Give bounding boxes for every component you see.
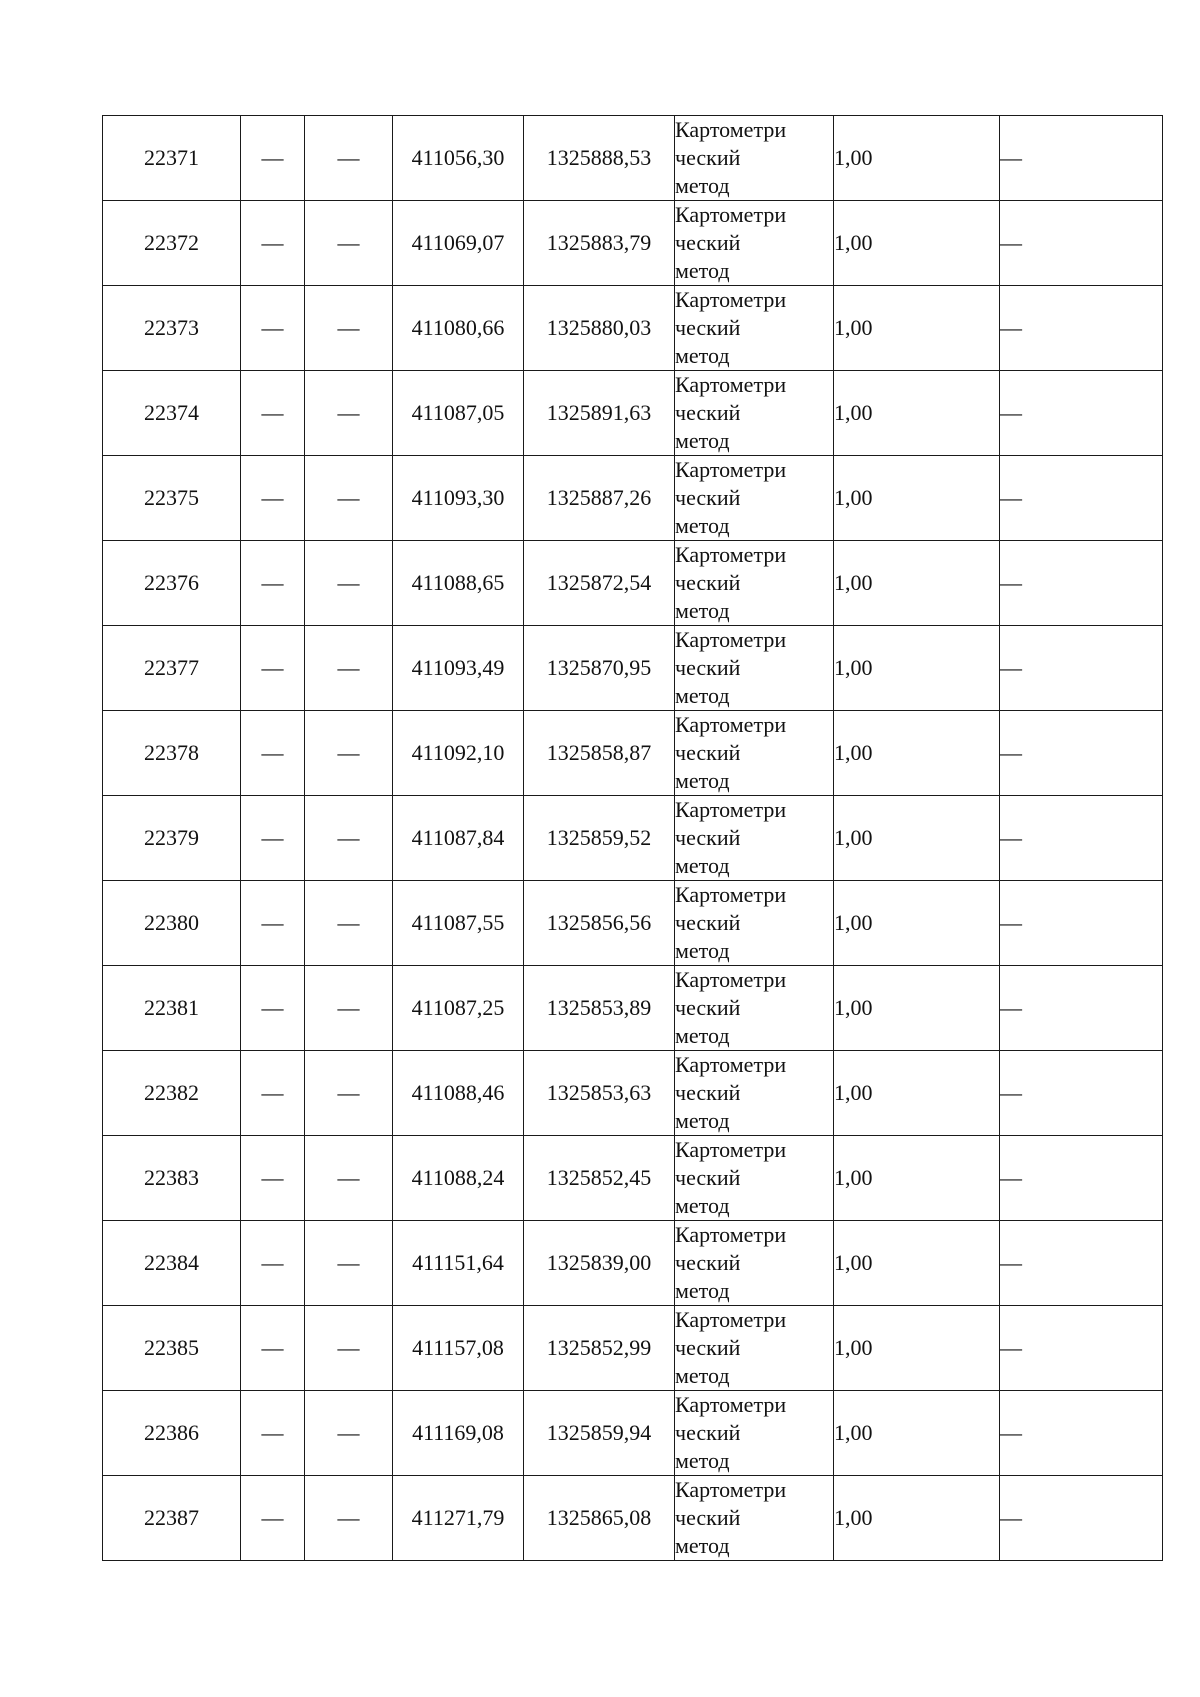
table-row <box>103 1476 1163 1561</box>
dash-cell: — <box>305 1051 393 1136</box>
y-coordinate-cell: 1325839,00 <box>524 1221 675 1306</box>
point-number-cell: 22378 <box>103 711 241 796</box>
accuracy-cell: 1,00 <box>834 1051 1000 1136</box>
dash-cell: — <box>241 456 305 541</box>
y-coordinate-cell: 1325859,94 <box>524 1391 675 1476</box>
y-coordinate-cell: 1325853,89 <box>524 966 675 1051</box>
dash-cell: — <box>305 1391 393 1476</box>
accuracy-cell: 1,00 <box>834 456 1000 541</box>
point-number-cell: 22384 <box>103 1221 241 1306</box>
accuracy-cell: 1,00 <box>834 286 1000 371</box>
accuracy-cell: 1,00 <box>834 1391 1000 1476</box>
x-coordinate-cell: 411056,30 <box>393 116 524 201</box>
dash-cell: — <box>1000 541 1163 626</box>
y-coordinate-cell: 1325859,52 <box>524 796 675 881</box>
method-text: Картометри ческий метод <box>675 1392 787 1473</box>
table-row <box>103 1306 1163 1391</box>
table-row <box>103 1391 1163 1476</box>
dash-cell: — <box>305 1476 393 1561</box>
table-row <box>103 1221 1163 1306</box>
method-text: Картометри ческий метод <box>675 1222 787 1303</box>
accuracy-cell: 1,00 <box>834 116 1000 201</box>
dash-cell: — <box>305 541 393 626</box>
dash-cell: — <box>305 1306 393 1391</box>
dash-cell: — <box>305 201 393 286</box>
x-coordinate-cell: 411088,24 <box>393 1136 524 1221</box>
dash-cell: — <box>1000 201 1163 286</box>
point-number-cell: 22374 <box>103 371 241 456</box>
dash-cell: — <box>241 626 305 711</box>
dash-cell: — <box>1000 881 1163 966</box>
method-cell <box>675 966 834 1051</box>
method-text: Картометри ческий метод <box>675 372 787 453</box>
table-row <box>103 1051 1163 1136</box>
y-coordinate-cell: 1325872,54 <box>524 541 675 626</box>
dash-cell: — <box>305 116 393 201</box>
point-number-cell: 22373 <box>103 286 241 371</box>
method-cell <box>675 116 834 201</box>
method-text: Картометри ческий метод <box>675 542 787 623</box>
point-number-cell: 22387 <box>103 1476 241 1561</box>
point-number-cell: 22382 <box>103 1051 241 1136</box>
method-text: Картометри ческий метод <box>675 202 787 283</box>
table-body <box>103 116 1163 1561</box>
method-text: Картометри ческий метод <box>675 287 787 368</box>
method-cell <box>675 796 834 881</box>
x-coordinate-cell: 411093,49 <box>393 626 524 711</box>
y-coordinate-cell: 1325887,26 <box>524 456 675 541</box>
method-text: Картометри ческий метод <box>675 457 787 538</box>
dash-cell: — <box>241 1306 305 1391</box>
method-text: Картометри ческий метод <box>675 1307 787 1388</box>
dash-cell: — <box>305 881 393 966</box>
x-coordinate-cell: 411169,08 <box>393 1391 524 1476</box>
accuracy-cell: 1,00 <box>834 711 1000 796</box>
point-number-cell: 22381 <box>103 966 241 1051</box>
dash-cell: — <box>241 1221 305 1306</box>
point-number-cell: 22379 <box>103 796 241 881</box>
table-row <box>103 286 1163 371</box>
dash-cell: — <box>241 1476 305 1561</box>
method-text: Картометри ческий метод <box>675 627 787 708</box>
dash-cell: — <box>241 371 305 456</box>
method-text: Картометри ческий метод <box>675 712 787 793</box>
dash-cell: — <box>1000 711 1163 796</box>
y-coordinate-cell: 1325891,63 <box>524 371 675 456</box>
coordinates-table <box>102 115 1163 1561</box>
x-coordinate-cell: 411088,46 <box>393 1051 524 1136</box>
table-row <box>103 541 1163 626</box>
dash-cell: — <box>1000 1476 1163 1561</box>
accuracy-cell: 1,00 <box>834 1221 1000 1306</box>
method-text: Картометри ческий метод <box>675 1477 787 1558</box>
dash-cell: — <box>1000 626 1163 711</box>
method-text: Картометри ческий метод <box>675 117 787 198</box>
table-row <box>103 116 1163 201</box>
table-row <box>103 626 1163 711</box>
method-cell <box>675 1051 834 1136</box>
dash-cell: — <box>241 541 305 626</box>
dash-cell: — <box>1000 796 1163 881</box>
y-coordinate-cell: 1325870,95 <box>524 626 675 711</box>
y-coordinate-cell: 1325852,45 <box>524 1136 675 1221</box>
dash-cell: — <box>241 711 305 796</box>
dash-cell: — <box>241 1051 305 1136</box>
accuracy-cell: 1,00 <box>834 626 1000 711</box>
point-number-cell: 22377 <box>103 626 241 711</box>
accuracy-cell: 1,00 <box>834 371 1000 456</box>
accuracy-cell: 1,00 <box>834 966 1000 1051</box>
accuracy-cell: 1,00 <box>834 881 1000 966</box>
dash-cell: — <box>305 371 393 456</box>
accuracy-cell: 1,00 <box>834 796 1000 881</box>
method-cell <box>675 1391 834 1476</box>
method-text: Картометри ческий метод <box>675 967 787 1048</box>
x-coordinate-cell: 411088,65 <box>393 541 524 626</box>
method-text: Картометри ческий метод <box>675 882 787 963</box>
point-number-cell: 22376 <box>103 541 241 626</box>
y-coordinate-cell: 1325853,63 <box>524 1051 675 1136</box>
y-coordinate-cell: 1325852,99 <box>524 1306 675 1391</box>
accuracy-cell: 1,00 <box>834 541 1000 626</box>
x-coordinate-cell: 411151,64 <box>393 1221 524 1306</box>
dash-cell: — <box>1000 1221 1163 1306</box>
dash-cell: — <box>305 1221 393 1306</box>
method-text: Картометри ческий метод <box>675 1137 787 1218</box>
x-coordinate-cell: 411092,10 <box>393 711 524 796</box>
y-coordinate-cell: 1325880,03 <box>524 286 675 371</box>
dash-cell: — <box>305 711 393 796</box>
point-number-cell: 22386 <box>103 1391 241 1476</box>
method-cell <box>675 371 834 456</box>
point-number-cell: 22383 <box>103 1136 241 1221</box>
dash-cell: — <box>241 116 305 201</box>
x-coordinate-cell: 411069,07 <box>393 201 524 286</box>
method-text: Картометри ческий метод <box>675 1052 787 1133</box>
point-number-cell: 22380 <box>103 881 241 966</box>
point-number-cell: 22375 <box>103 456 241 541</box>
dash-cell: — <box>241 881 305 966</box>
dash-cell: — <box>305 796 393 881</box>
method-cell <box>675 286 834 371</box>
method-cell <box>675 201 834 286</box>
dash-cell: — <box>1000 456 1163 541</box>
table-row <box>103 201 1163 286</box>
dash-cell: — <box>305 626 393 711</box>
dash-cell: — <box>241 796 305 881</box>
table-row <box>103 711 1163 796</box>
method-cell <box>675 541 834 626</box>
dash-cell: — <box>1000 966 1163 1051</box>
method-cell <box>675 881 834 966</box>
y-coordinate-cell: 1325888,53 <box>524 116 675 201</box>
y-coordinate-cell: 1325856,56 <box>524 881 675 966</box>
method-cell <box>675 626 834 711</box>
method-cell <box>675 1221 834 1306</box>
dash-cell: — <box>1000 1136 1163 1221</box>
point-number-cell: 22385 <box>103 1306 241 1391</box>
dash-cell: — <box>1000 371 1163 456</box>
point-number-cell: 22371 <box>103 116 241 201</box>
accuracy-cell: 1,00 <box>834 1476 1000 1561</box>
method-cell <box>675 711 834 796</box>
dash-cell: — <box>305 1136 393 1221</box>
table-row <box>103 456 1163 541</box>
table-row <box>103 966 1163 1051</box>
table-row <box>103 371 1163 456</box>
x-coordinate-cell: 411157,08 <box>393 1306 524 1391</box>
method-cell <box>675 1476 834 1561</box>
y-coordinate-cell: 1325883,79 <box>524 201 675 286</box>
x-coordinate-cell: 411087,55 <box>393 881 524 966</box>
method-cell <box>675 1306 834 1391</box>
dash-cell: — <box>241 201 305 286</box>
dash-cell: — <box>1000 1306 1163 1391</box>
x-coordinate-cell: 411093,30 <box>393 456 524 541</box>
point-number-cell: 22372 <box>103 201 241 286</box>
method-text: Картометри ческий метод <box>675 797 787 878</box>
method-cell <box>675 1136 834 1221</box>
dash-cell: — <box>305 966 393 1051</box>
dash-cell: — <box>1000 1051 1163 1136</box>
dash-cell: — <box>1000 1391 1163 1476</box>
dash-cell: — <box>305 456 393 541</box>
accuracy-cell: 1,00 <box>834 1136 1000 1221</box>
y-coordinate-cell: 1325865,08 <box>524 1476 675 1561</box>
method-cell <box>675 456 834 541</box>
x-coordinate-cell: 411087,05 <box>393 371 524 456</box>
y-coordinate-cell: 1325858,87 <box>524 711 675 796</box>
accuracy-cell: 1,00 <box>834 201 1000 286</box>
dash-cell: — <box>241 286 305 371</box>
dash-cell: — <box>241 1136 305 1221</box>
dash-cell: — <box>1000 286 1163 371</box>
x-coordinate-cell: 411080,66 <box>393 286 524 371</box>
dash-cell: — <box>241 966 305 1051</box>
dash-cell: — <box>1000 116 1163 201</box>
x-coordinate-cell: 411271,79 <box>393 1476 524 1561</box>
table-row <box>103 881 1163 966</box>
x-coordinate-cell: 411087,84 <box>393 796 524 881</box>
table-row <box>103 1136 1163 1221</box>
accuracy-cell: 1,00 <box>834 1306 1000 1391</box>
dash-cell: — <box>305 286 393 371</box>
x-coordinate-cell: 411087,25 <box>393 966 524 1051</box>
dash-cell: — <box>241 1391 305 1476</box>
table-row <box>103 796 1163 881</box>
